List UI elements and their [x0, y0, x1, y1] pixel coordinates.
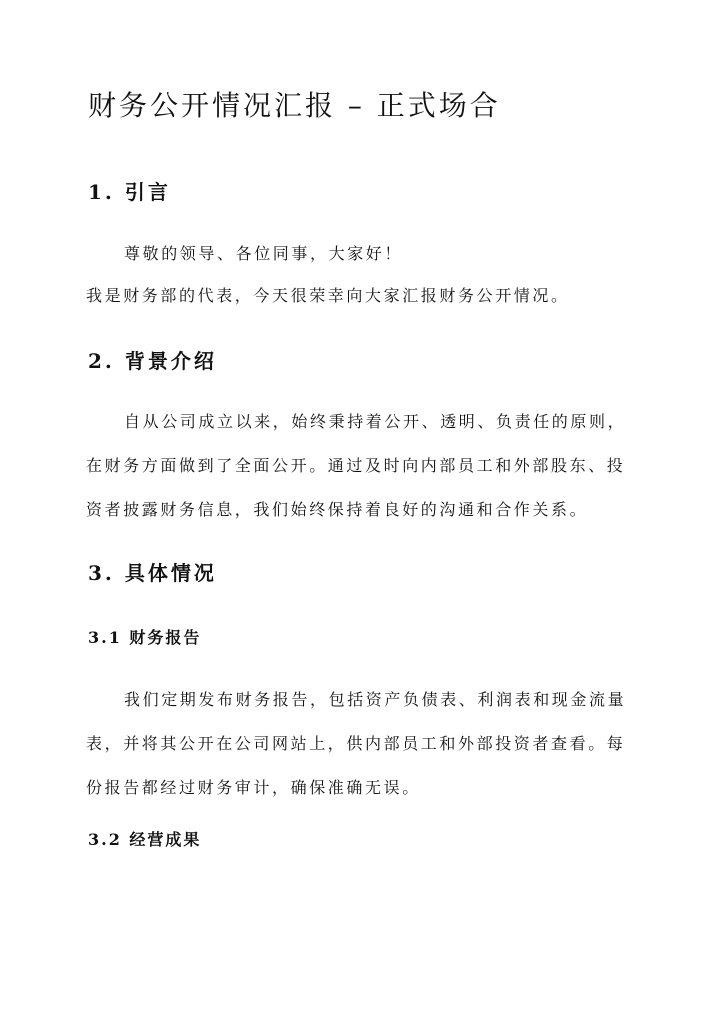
paragraph-line: 资者披露财务信息，我们始终保持着良好的沟通和合作关系。	[86, 500, 589, 519]
section-background-body	[86, 400, 634, 532]
subsection-heading-operating-results: 3.2 经营成果	[88, 830, 202, 849]
subsection-financial-report-body	[86, 678, 634, 810]
paragraph-line: 尊敬的领导、各位同事，大家好！	[124, 244, 404, 263]
section-heading-introduction: 1. 引言	[88, 180, 171, 204]
subsection-heading-financial-report: 3.1 财务报告	[88, 628, 202, 647]
paragraph-line: 表，并将其公开在公司网站上，供内部员工和外部投资者查看。每	[86, 734, 626, 753]
document-title: 财务公开情况汇报 – 正式场合	[88, 89, 501, 122]
paragraph-line: 份报告都经过财务审计，确保准确无误。	[86, 778, 421, 797]
paragraph-line: 在财务方面做到了全面公开。通过及时向内部员工和外部股东、投	[86, 456, 626, 475]
section-heading-details: 3. 具体情况	[88, 561, 217, 585]
paragraph-line: 我是财务部的代表，今天很荣幸向大家汇报财务公开情况。	[86, 286, 570, 305]
paragraph-line: 我们定期发布财务报告，包括资产负债表、利润表和现金流量	[124, 690, 627, 709]
paragraph-line: 自从公司成立以来，始终秉持着公开、透明、负责任的原则，	[124, 412, 627, 431]
section-heading-background: 2. 背景介绍	[88, 349, 217, 373]
section-introduction-body	[86, 232, 634, 318]
